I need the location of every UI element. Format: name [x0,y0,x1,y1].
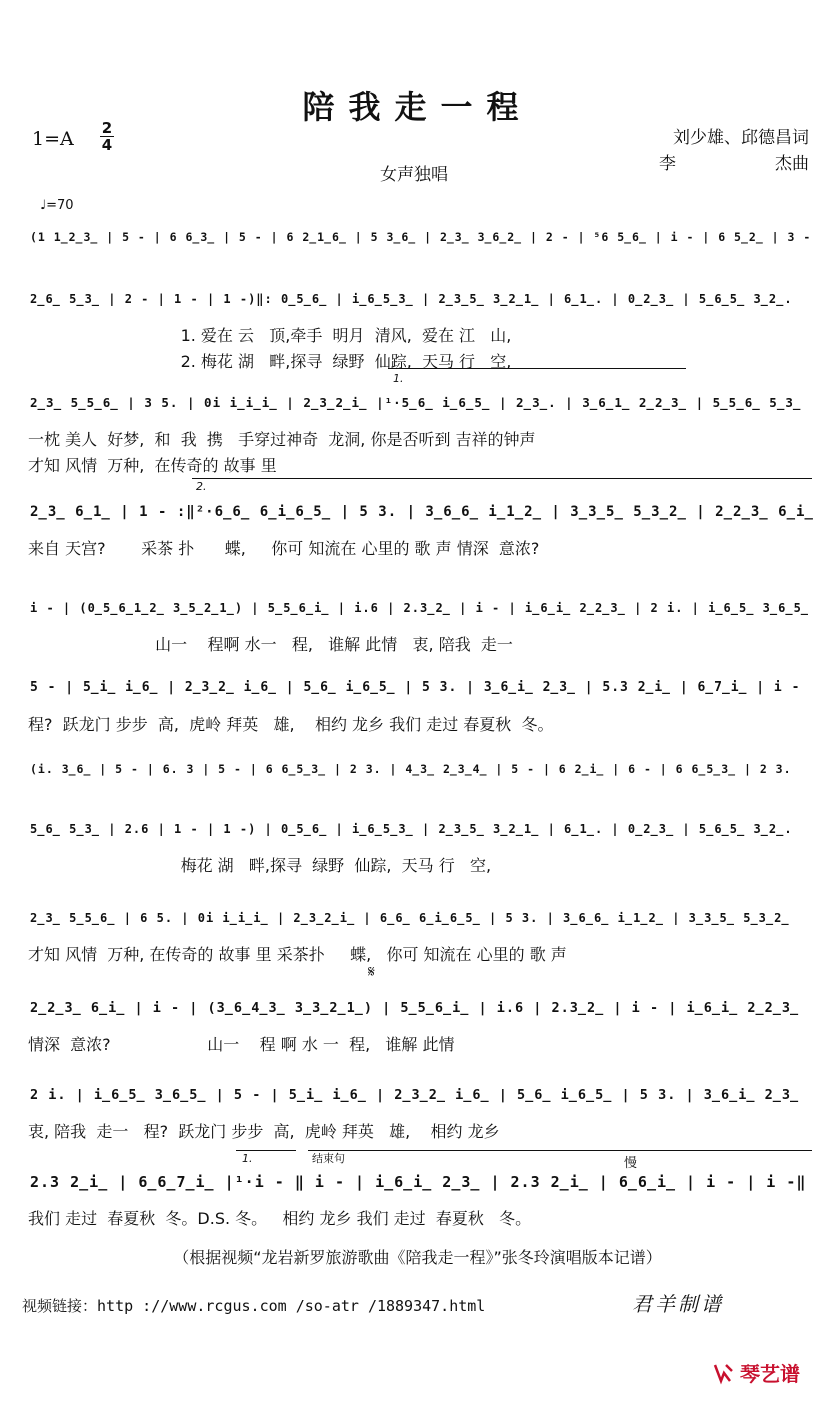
credits [659,125,809,177]
ending-2-bracket [192,478,812,479]
end-phrase-bracket [308,1150,812,1151]
notation-line [30,903,815,933]
key-signature: 1=A [32,128,74,150]
source-note: （根据视频“龙岩新罗旅游歌曲《陪我走一程》”张冬玲演唱版本记谱） [173,1248,662,1267]
meter-bottom: 4 [101,136,113,154]
notes-text: 2.3 2̲i̲ | 6̲6̲7̲i̲ |¹·i - ‖ i - | i̲6̲i̲ 2̲3̲ | 2.3 2̲i̲ | 6̲6̲i̲ | i - | i -‖ [30,1173,807,1191]
notation-line [30,754,815,784]
piano-icon [712,1361,736,1385]
time-signature [100,120,114,153]
notes-text: i - | (0̲5̲6̲1̲2̲ 3̲5̲2̲1̲) | 5̲5̲6̲i̲ | i.6 | 2.3̲2̲ | i - | i̲6̲i̲ 2̲2̲3̲ | 2 i. | i̲6̲5̲ 3̲6̲5̲ [30,601,810,615]
notation-line [30,993,815,1023]
notation-line [30,222,815,252]
notes-text: 2 i. | i̲6̲5̲ 3̲6̲5̲ | 5 - | 5̲i̲ i̲6̲ | 2̲3̲2̲ i̲6̲ | 5̲6̲ i̲6̲5̲ | 5 3. | 3̲6̲i̲ 2̲3̲ [30,1087,800,1103]
segno-sign: 𝄋 [368,962,375,981]
tempo-slow-marker: 慢 [624,1156,638,1171]
notation-line [30,388,815,418]
lyric-line: 情深 意浓? 山一 程 啊 水 一 程, 谁解 此情 [28,1035,455,1054]
lyric-line: 程? 跃龙门 步步 高, 虎岭 拜英 雄, 相约 龙乡 我们 走过 春夏秋 冬。 [28,715,554,734]
video-link[interactable] [22,1295,485,1316]
lyric-line: 一枕 美人 好梦, 和 我 携 手穿过神奇 龙洞, 你是否听到 吉祥的钟声 [28,430,536,449]
page-title: 陪我走一程 [302,88,533,126]
ending-1-bracket [388,368,686,369]
tempo-mark: ♩=70 [40,198,74,213]
lyric-line: 山一 程啊 水一 程, 谁解 此情 衷, 陪我 走一 [28,635,513,654]
notes-text: (i. 3̲6̲ | 5 - | 6. 3 | 5 - | 6 6̲5̲3̲ | 2 3. | 4̲3̲ 2̲3̲4̲ | 5 - | 6 2̲i̲ | 6 - | 6 6̲5̲3̲ | 2 3. [30,762,792,776]
composer [659,151,809,177]
end-phrase-marker: 结束句 [312,1152,345,1165]
ending-1b-bracket [236,1150,296,1151]
lyric-line: 我们 走过 春夏秋 冬。D.S. 冬。 相约 龙乡 我们 走过 春夏秋 冬。 [28,1209,532,1228]
lyric-line: 2. 梅花 湖 畔,探寻 绿野 仙踪, 天马 行 空, [28,352,512,371]
notation-line [30,814,815,844]
notes-text: (1 1̲2̲3̲ | 5 - | 6 6̲3̲ | 5 - | 6 2̲1̲6̲ | 5 3̲6̲ | 2̲3̲ 3̲6̲2̲ | 2 - | ⁵6 5̲6̲ | i - | 6 5̲2̲ | 3 - [30,230,812,244]
notes-text: 2̲3̲ 6̲1̲ | 1 - :‖²·6̲6̲ 6̲i̲6̲5̲ | 5 3. | 3̲6̲6̲ i̲1̲2̲ | 3̲3̲5̲ 5̲3̲2̲ | 2̲2̲3̲ 6̲i̲ [30,504,814,520]
composer-name: 杰曲 [775,154,809,174]
notes-text: 5̲6̲ 5̲3̲ | 2.6 | 1 - | 1 -) | 0̲5̲6̲ | i̲6̲5̲3̲ | 2̲3̲5̲ 3̲2̲1̲ | 6̲1̲. | 0̲2̲3̲ | 5̲6̲5̲ 3̲2̲. [30,822,793,836]
brand-logo[interactable] [712,1358,800,1387]
notation-line [30,593,815,623]
lyric-line: 衷, 陪我 走一 程? 跃龙门 步步 高, 虎岭 拜英 雄, 相约 龙乡 [28,1122,500,1141]
notes-text: 2̲6̲ 5̲3̲ | 2 - | 1 - | 1 -)‖: 0̲5̲6̲ | i̲6̲5̲3̲ | 2̲3̲5̲ 3̲2̲1̲ | 6̲1̲. | 0̲2̲3̲ | 5̲6̲5̲ 3̲2̲. [30,292,793,306]
brand-name: 琴艺谱 [740,1362,800,1386]
ending-1-marker: 1. [393,372,404,385]
lyric-line: 才知 风情 万种, 在传奇的 故事 里 [28,456,277,475]
notes-text: 2̲3̲ 5̲5̲6̲ | 3 5. | 0i i̲i̲i̲ | 2̲3̲2̲i̲ |¹·5̲6̲ i̲6̲5̲ | 2̲3̲. | 3̲6̲1̲ 2̲2̲3̲ | 5̲5̲6̲ 5̲3̲ [30,395,802,410]
lyric-line: 1. 爱在 云 顶,牵手 明月 清风, 爱在 江 山, [28,326,512,345]
lyric-line: 梅花 湖 畔,探寻 绿野 仙踪, 天马 行 空, [28,856,492,875]
notes-text: 2̲3̲ 5̲5̲6̲ | 6 5. | 0i i̲i̲i̲ | 2̲3̲2̲i̲ | 6̲6̲ 6̲i̲6̲5̲ | 5 3. | 3̲6̲6̲ i̲1̲2̲ | 3̲3̲5̲ 5̲3̲2̲ [30,911,790,925]
lyricist: 刘少雄、邱德昌词 [673,128,809,148]
notation-line [30,284,815,314]
composer-surname: 李 [659,154,676,174]
notation-line [30,1167,815,1197]
notes-text: 2̲2̲3̲ 6̲i̲ | i - | (3̲6̲4̲3̲ 3̲3̲2̲1̲) | 5̲5̲6̲i̲ | i.6 | 2.3̲2̲ | i - | i̲6̲i̲ 2̲2̲3̲ [30,1000,800,1016]
ending-1b-marker: 1. [242,1152,253,1165]
video-link-url[interactable]: http ://www.rcgus.com /so-atr /1889347.html [97,1297,486,1315]
notation-line [30,673,815,703]
video-link-label: 视频链接： [22,1297,98,1315]
ending-2-marker: 2. [196,480,207,493]
transcriber-signature: 君羊制谱 [632,1292,724,1316]
notation-line [30,497,815,527]
lyric-line: 来自 天宫? 采茶 扑 蝶, 你可 知流在 心里的 歌 声 情深 意浓? [28,539,540,558]
notes-text: 5 - | 5̲i̲ i̲6̲ | 2̲3̲2̲ i̲6̲ | 5̲6̲ i̲6̲5̲ | 5 3. | 3̲6̲i̲ 2̲3̲ | 5.3 2̲i̲ | 6̲7̲i̲ | i - [30,680,801,695]
notation-line [30,1080,815,1110]
meter-top: 2 [101,119,113,137]
lyric-line: 才知 风情 万种, 在传奇的 故事 里 采茶扑 蝶, 你可 知流在 心里的 歌 声 [28,945,567,964]
singer-type: 女声独唱 [380,165,448,185]
